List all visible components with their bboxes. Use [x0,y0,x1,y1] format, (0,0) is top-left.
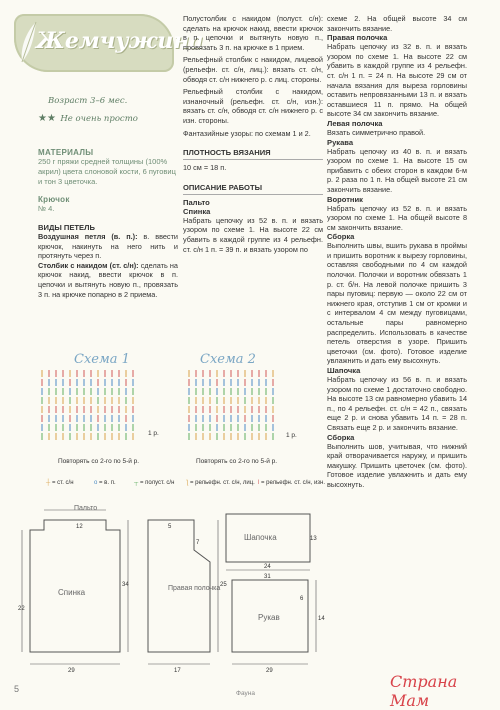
sleeve-text: Набрать цепочку из 40 в. п. и вязать узором по схеме 1. На высоте 15 см прибавить с обеих сторон в каждом 6-м р. 2 раза по 1 п. На общей высоте 21 см закончить вязание. [327,146,467,194]
density-heading: ПЛОТНОСТЬ ВЯЗАНИЯ [183,148,271,158]
stitch-desc: в. ввести крючок, накинуть на него нить и протянуть через п. [38,232,178,261]
dim-29b: 29 [266,668,273,674]
back-label: Спинка [58,588,86,597]
hat-text: Набрать цепочку из 56 в. п. и вязать узором по схеме 1 достаточно свободно. На высоте 13 см равномерно убавить 14 п., по 4 рельефн. ст. с/н = 42 п., связать еще 2 р. и снова убавить 14 п. = 28 п. Связать еще 2 р. и закончить вязание. [327,375,467,432]
stitch-paragraph: Рельефный столбик с накидом, изнаночный (рельефн. ст. с/н, изн.): вязать ст. с/н, обводя ст. с/н нижнего р. с изн. стороны. [183,87,323,125]
difficulty-text: Не очень просто [60,114,138,124]
legend-item-ch: o = в. п. [94,480,116,486]
collar-heading: Воротник [327,194,363,204]
page-title: Жемчужина [36,28,204,54]
stitch-term: Столбик с накидом (ст. с/н): [38,260,139,270]
site-logo: Страна Мам [390,672,458,710]
back-heading: Спинка [183,206,211,216]
right-front-heading: Правая полочка [327,33,388,43]
row-1-label: 1 р. [286,432,297,439]
scheme-2-label: Схема 2 [200,352,256,367]
scheme-2-chart [183,368,283,448]
stitch-item [38,232,178,261]
dim-14: 14 [318,616,325,622]
stitch-item [38,261,178,299]
repeat-note: Повторять со 2-го по 5-й р. [196,458,278,465]
stitch-term: Воздушная петля (в. п.): [38,232,138,241]
left-column [38,148,178,299]
divider [183,194,323,195]
dim-7: 7 [196,540,200,546]
dim-13: 13 [310,536,317,542]
right-front-label-1: Правая полочка [168,585,221,592]
materials-heading: МАТЕРИАЛЫ [38,148,94,157]
title-banner [14,14,204,72]
back-outline [30,520,120,652]
continuation-text: схеме 2. На общей высоте 34 см закончить вязание. [327,14,467,33]
dim-22: 22 [18,606,25,612]
coat-label: Пальто [74,505,98,512]
right-front-text: Набрать цепочку из 32 в. п. и вязать узором по схеме 1. На высоте 22 см убавить в каждой группе из 4 рельефн. ст. с/н 1 п. = 24 п. На высоте 29 см от начала вязания для выреза горловины оставить непровязанными 13 п. и вязать оставшиеся 11 п. прямо. На общей высоте 34 см закончить вязание. [327,42,467,119]
dim-25: 25 [220,582,227,588]
hook-text: № 4. [38,204,55,213]
hat-label: Шапочка [244,533,277,542]
dim-17: 17 [174,668,181,674]
left-front-text: Вязать симметрично правой. [327,127,426,137]
right-column [327,14,467,490]
sleeve-heading: Рукава [327,137,354,147]
difficulty-row [38,108,138,126]
dim-12: 12 [76,524,83,530]
legend-item-hdc: ┬ = полуст. с/н [134,480,175,486]
dim-31: 31 [264,574,271,580]
coat-heading: Пальто [183,197,210,207]
assembly-text: Выполнить швы, вшить рукава в проймы и пришить воротник к вырезу горловины, оставляя свободными по 4 см каждой полочки. Полочки и воротник обвязать 1 р. ст. б/н. На левой полочке пришить 3 пары пуговиц: первую — около 22 см от нижнего края, отступив 1 см от кромки и с интервалом 4 см между пуговицами, остальные пары равномерно распределить. Использовать в качестве петель отверстия в узоре. Пришить цветочки (см. фото). Готовое изделие увлажнить и дать ему высохнуть. [327,241,467,366]
hat-heading: Шапочка [327,366,361,375]
dim-34: 34 [122,582,129,588]
density-text: 10 см = 18 п. [183,163,227,173]
dim-6: 6 [300,596,304,602]
legend-item-bpdc: Ɩ = рельефн. ст. с/н, изн. [258,480,326,486]
dim-29: 29 [68,668,75,674]
garment-schematic [18,500,323,685]
row-1-label: 1 р. [148,430,159,437]
stitch-desc: сделать на крючок накид, ввести крючок в п. цепочки и вытянуть новую п., провязать 3 п. на крючке попарно в 2 приема. [38,260,178,299]
sleeve-label: Рукав [258,613,280,622]
legend-item-fpdc: ƪ = рельефн. ст. с/н, лиц. [186,480,255,486]
age-subtitle: Возраст 3–6 мес. [48,96,128,106]
work-heading: ОПИСАНИЕ РАБОТЫ [183,182,263,192]
stitches-heading: ВИДЫ ПЕТЕЛЬ [38,223,95,232]
divider [183,159,323,160]
footer-small: Фауна [236,690,255,697]
legend-item-dc: ┼ = ст. с/н [46,480,74,486]
assembly-heading: Сборка [327,232,355,242]
pattern-paragraph: Фантазийные узоры: по схемам 1 и 2. [183,128,311,138]
back-text: Набрать цепочку из 52 в. п. и вязать узором по схеме 1. На высоте 22 см убавить в каждой группе из 4 рельефн. ст. с/н 1 п. = 39 п. и вязать узором по [183,215,323,254]
hat-assembly-text: Выполнить шов, учитывая, что нижний край отворачивается наружу, и пришить макушку. Пришить цветочек (см. фото). Готовое изделие увлажнить и дать ему высохнуть. [327,441,467,489]
stitch-paragraph: Рельефный столбик с накидом, лицевой (рельефн. ст. с/н, лиц.): вязать ст. с/н, обводя ст. с/н нижнего р. с лиц. стороны. [183,55,323,84]
scheme-1-label: Схема 1 [74,352,130,367]
stitch-paragraph: Полустолбик с накидом (полуст. с/н): сделать на крючок накид, ввести крючок в п. цепочки и вытянуть новую п., провязать 3 п. на крючке в 1 прием. [183,14,323,52]
repeat-note: Повторять со 2-го по 5-й р. [58,458,140,465]
hat-assembly-heading: Сборка [327,432,355,442]
materials-text: 250 г пряжи средней толщины (100% акрил) цвета слоновой кости, 6 пуговиц и тон 3 цветочка. [38,157,176,186]
dim-5: 5 [168,524,172,530]
dim-24: 24 [264,564,271,570]
scheme-1-chart [36,368,146,448]
collar-text: Набрать цепочку из 52 в. п. и вязать узором по схеме 1. На общей высоте 8 см закончить вязание. [327,203,467,232]
difficulty-stars: ★★ [38,113,56,124]
left-front-heading: Левая полочка [327,118,383,128]
hook-heading: Крючок [38,195,70,204]
middle-column [183,14,323,254]
page-number: 5 [14,684,20,694]
